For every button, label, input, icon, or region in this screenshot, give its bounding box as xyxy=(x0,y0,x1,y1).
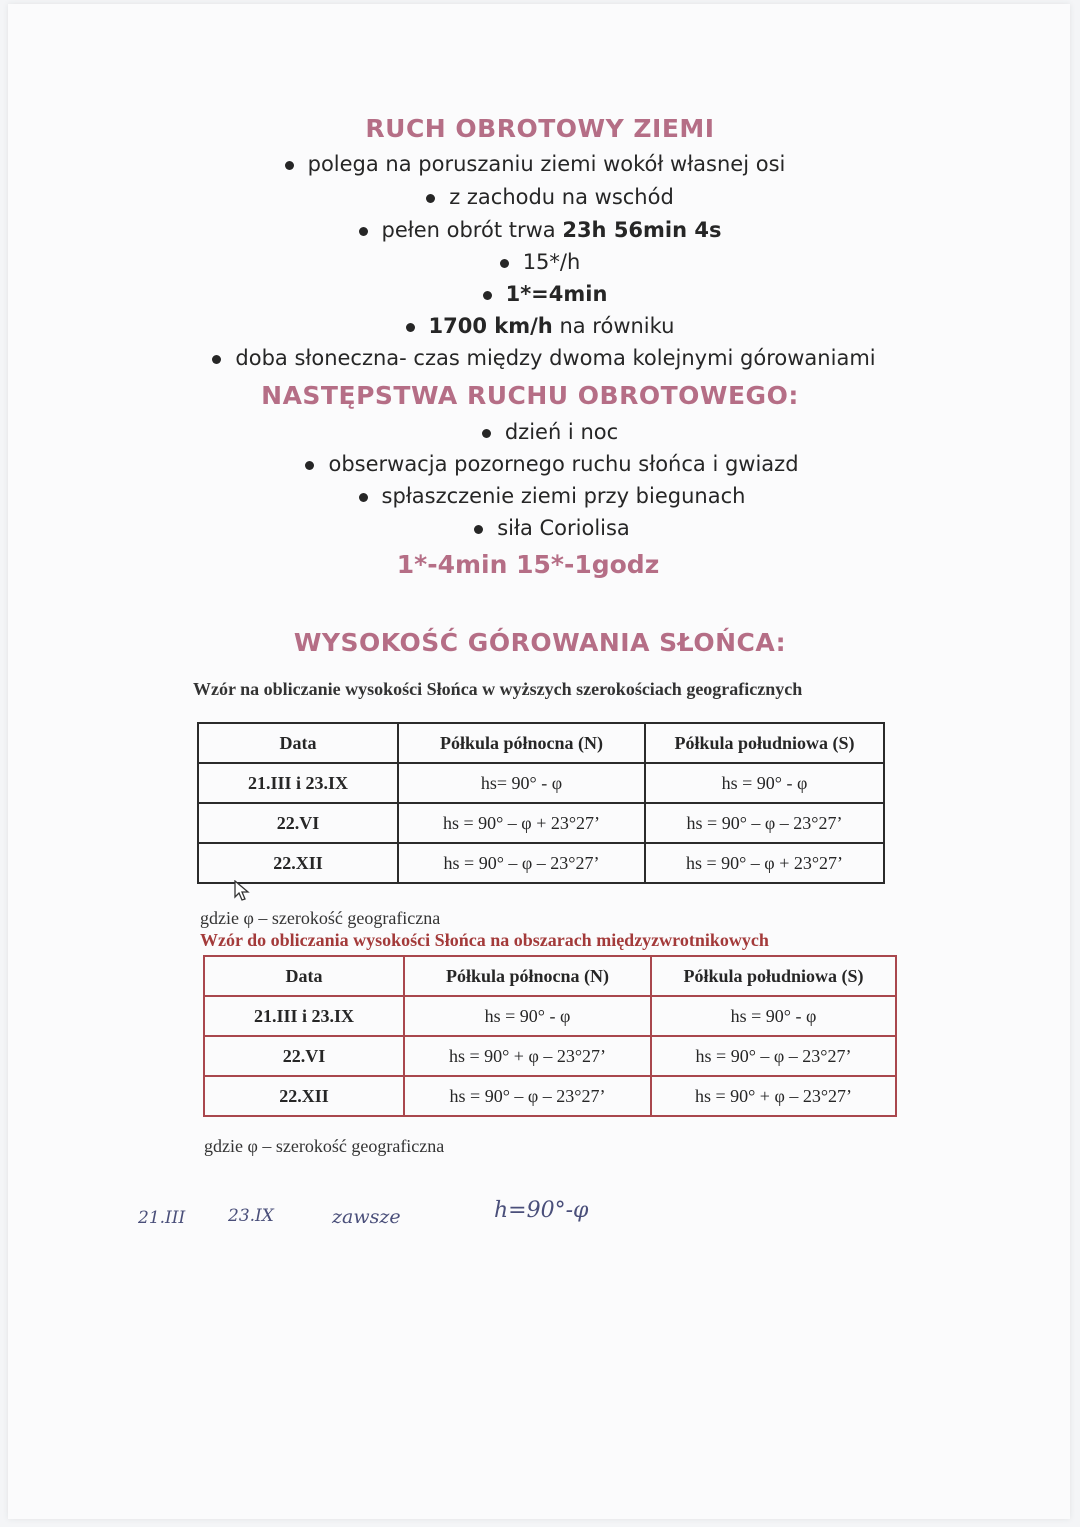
table-row xyxy=(204,1076,896,1116)
date-cell: 21.III i 23.IX xyxy=(204,996,404,1036)
bullet-text: obserwacja pozornego ruchu słońca i gwiazd xyxy=(328,452,799,476)
table1-note: gdzie φ – szerokość geograficzna xyxy=(200,908,441,928)
formula-cell: hs= 90° - φ xyxy=(398,763,645,803)
table-header-row xyxy=(198,723,884,763)
bullet-dot-icon xyxy=(359,227,368,236)
table-higher-latitudes xyxy=(197,722,885,884)
bullet-dot-icon xyxy=(285,161,294,170)
formula-cell: hs = 90° - φ xyxy=(651,996,896,1036)
bullet-dot-icon xyxy=(406,323,415,332)
bullet-item xyxy=(0,314,1080,338)
header-cell: Półkula północna (N) xyxy=(404,956,651,996)
date-cell: 22.XII xyxy=(204,1076,404,1116)
bullet-text xyxy=(429,314,675,338)
bullet-dot-icon xyxy=(482,429,491,438)
handwritten-date-1: 21.III xyxy=(138,1208,186,1228)
formula-cell: hs = 90° + φ – 23°27’ xyxy=(651,1076,896,1116)
bullet-text: polega na poruszaniu ziemi wokół własnej osi xyxy=(307,152,786,176)
bullet-item xyxy=(0,250,1080,274)
bullet-item xyxy=(0,152,1075,176)
section-title-sun-height: WYSOKOŚĆ GÓROWANIA SŁOŃCA: xyxy=(293,628,787,657)
bullet-text-normal: pełen obrót trwa xyxy=(381,218,563,242)
rotation-summary: 1*-4min 15*-1godz xyxy=(396,550,660,579)
table-row xyxy=(198,763,884,803)
bullet-item xyxy=(12,452,1080,476)
bullet-item xyxy=(10,420,1080,444)
date-cell: 22.VI xyxy=(204,1036,404,1076)
bullet-text-bold: 23h 56min 4s xyxy=(562,218,722,242)
header-cell: Półkula południowa (S) xyxy=(645,723,884,763)
formula-cell: hs = 90° – φ + 23°27’ xyxy=(645,843,884,883)
table-row xyxy=(204,1036,896,1076)
date-cell: 21.III i 23.IX xyxy=(198,763,398,803)
bullet-text: dzień i noc xyxy=(504,420,619,444)
table-row xyxy=(198,803,884,843)
bullet-dot-icon xyxy=(212,355,221,364)
table-row xyxy=(198,843,884,883)
bullet-dot-icon xyxy=(359,493,368,502)
table-header-row xyxy=(204,956,896,996)
handwritten-formula: h=90°-φ xyxy=(494,1198,589,1223)
header-cell: Półkula północna (N) xyxy=(398,723,645,763)
formula-cell: hs = 90° - φ xyxy=(404,996,651,1036)
bullet-item xyxy=(12,484,1080,508)
formula-cell: hs = 90° – φ – 23°27’ xyxy=(398,843,645,883)
bullet-item xyxy=(0,218,1080,242)
section-title-rotation: RUCH OBROTOWY ZIEMI xyxy=(365,114,715,143)
section-title-consequences: NASTĘPSTWA RUCHU OBROTOWEGO: xyxy=(261,381,799,410)
bullet-text: 15*/h xyxy=(522,250,581,274)
date-cell: 22.XII xyxy=(198,843,398,883)
mouse-cursor-icon xyxy=(234,880,250,902)
bullet-dot-icon xyxy=(305,461,314,470)
formula-cell: hs = 90° + φ – 23°27’ xyxy=(404,1036,651,1076)
header-cell: Półkula południowa (S) xyxy=(651,956,896,996)
date-cell: 22.VI xyxy=(198,803,398,843)
bullet-item xyxy=(5,282,1080,306)
bullet-dot-icon xyxy=(483,291,492,300)
bullet-dot-icon xyxy=(426,194,435,203)
bullet-dot-icon xyxy=(500,259,509,268)
formula-cell: hs = 90° – φ – 23°27’ xyxy=(404,1076,651,1116)
bullet-dot-icon xyxy=(474,525,483,534)
table2-caption: Wzór do obliczania wysokości Słońca na obszarach międzyzwrotnikowych xyxy=(200,930,769,950)
table-row xyxy=(204,996,896,1036)
header-cell: Data xyxy=(198,723,398,763)
bullet-item xyxy=(10,185,1080,209)
bullet-item xyxy=(12,516,1080,540)
formula-cell: hs = 90° – φ + 23°27’ xyxy=(398,803,645,843)
bullet-text: z zachodu na wschód xyxy=(449,185,674,209)
bullet-text xyxy=(382,218,722,242)
bullet-item xyxy=(4,346,1080,370)
handwritten-word: zawsze xyxy=(332,1206,401,1228)
bullet-text: spłaszczenie ziemi przy biegunach xyxy=(381,484,746,508)
bullet-text: doba słoneczna- czas między dwoma kolejnymi górowaniami xyxy=(235,346,876,370)
formula-cell: hs = 90° – φ – 23°27’ xyxy=(651,1036,896,1076)
table2-note: gdzie φ – szerokość geograficzna xyxy=(204,1136,445,1156)
formula-cell: hs = 90° – φ – 23°27’ xyxy=(645,803,884,843)
bullet-text-bold: 1*=4min xyxy=(505,282,608,306)
table-tropics xyxy=(203,955,897,1117)
header-cell: Data xyxy=(204,956,404,996)
bullet-text-bold: 1700 km/h xyxy=(428,314,553,338)
bullet-text: siła Coriolisa xyxy=(497,516,630,540)
handwritten-date-2: 23.IX xyxy=(228,1206,274,1226)
table1-caption: Wzór na obliczanie wysokości Słońca w wyższych szerokościach geograficznych xyxy=(193,679,803,699)
formula-cell: hs = 90° - φ xyxy=(645,763,884,803)
bullet-text-normal: na równiku xyxy=(552,314,675,338)
